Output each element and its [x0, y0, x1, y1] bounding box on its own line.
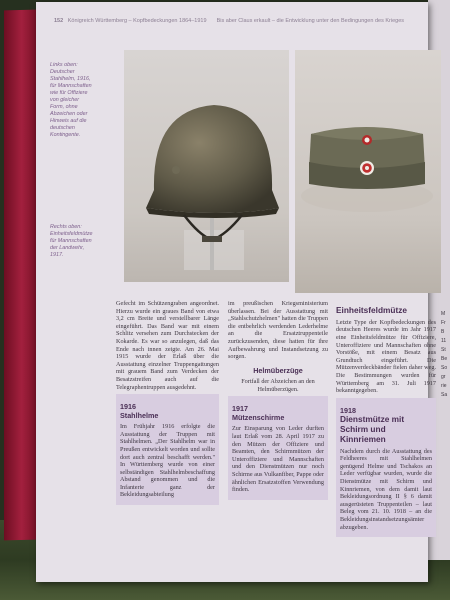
- text-column-2: [228, 300, 328, 500]
- header-right-text: Bis aber Claus erkault – die Entwicklung unter den Bedingungen des Krieges: [216, 18, 404, 24]
- running-header: [54, 18, 404, 24]
- fragment: B: [441, 329, 445, 335]
- paragraph: im preußischen Kriegsministerium überlassen. Bei der Ausstattung mit „Stahlschutzhelmen" hatten die Truppen die entbehrlich werdenden Lederhelme an die Ersatztruppenteile zurückzusenden, diese hatten für ihre Aufbewahrung und Instandsetzung zu sorgen.: [228, 300, 328, 361]
- fragment: St: [441, 347, 446, 353]
- page-number: 152: [54, 18, 64, 24]
- fragment: So: [441, 365, 448, 371]
- paragraph: Fortfall der Abzeichen an den Helmüberzügen.: [241, 378, 315, 393]
- section-muetzenschirme: [228, 396, 328, 499]
- section-stahlhelme: [116, 394, 219, 505]
- book-cover-edge: [4, 10, 36, 541]
- text-column-1: [116, 300, 219, 505]
- section-dienstmuetze: [336, 398, 436, 537]
- section-year: 1918: [340, 405, 356, 415]
- fragment: 11: [441, 338, 447, 344]
- fragment: Fr: [441, 320, 446, 326]
- text-column-3: [336, 300, 436, 537]
- fragment: rie: [441, 383, 447, 389]
- photo-steel-helmet: [124, 50, 289, 282]
- paragraph: Letzte Type der Kopfbedeckungen des deutschen Heeres wurde im Jahr 1917 eine Einheitsfeldmütze für Offiziere, Unteroffiziere und Mannschaften ohne Vorstöße, mit einem Besatz aus Grundtuch eingeführt. Die Mützenverdeckbänder fielen daher weg. Die Bestimmungen wurden für Württemberg am 31. Juli 1917 bekanntgegeben.: [336, 318, 436, 395]
- paragraph: Gefecht im Schützengraben angeordnet. Hierzu wurde ein graues Band von etwa 3,2 cm Breite und verstellbarer Länge eingeführt. Das Band war mit einem Schlitz versehen zum Durchstecken der Kokarde. Es war so anzulegen, daß das Ende nach innen zeigte. Am 26. Mai 1915 wurde der Erlaß über die Ausstattung einzelner Truppengattungen mit grauem Band zum Verdecken der Besatzstreifen auch auf die Telegraphentruppen ausgedehnt.: [116, 300, 219, 391]
- section-year: 1916: [120, 402, 136, 412]
- caption-helmet: Links oben: Deutscher Stahlhelm, 1916, für Mannschaften wie für Offiziere von gleicher Form, ohne Abzeichen oder Hinweis auf die deutschen Kontingente.: [50, 62, 92, 138]
- fragment: M: [441, 311, 446, 317]
- facing-page-fragments: [441, 310, 447, 400]
- caption-cap: Rechts oben: Einheitsfeldmütze für Mannschaften der Landwehr, 1917.: [50, 224, 93, 258]
- section-heading: Stahlhelme: [120, 410, 159, 420]
- section-year: 1917: [232, 404, 248, 414]
- book-page: [36, 2, 436, 582]
- paragraph: Im Frühjahr 1916 erfolgte die Ausstattung der Truppen mit Stahlhelmen. „Der Stahlhelm war in Preußen entwickelt worden und sollte dort auch zentral beschafft werden." In Württemberg wurde von einer selbständigen Stahlhelmbeschaffung Abstand genommen und die Infanterie ganz der Bekleidungsabteilung: [120, 423, 215, 499]
- section-heading: Helmüberzüge: [253, 365, 303, 375]
- section-heading: Einheitsfeldmütze: [336, 305, 407, 315]
- fragment: gr: [441, 374, 446, 380]
- paragraph: Zur Einsparung von Leder durften laut Erlaß vom 28. April 1917 zu den Mützen der Offiziere und Beamten, den Schirmmützen der Unteroffiziere und Mannschaften und den Dienstmützen nur noch Schirme aus Vulkanfiber, Pappe oder ähnlichen Ersatzstoffen Verwendung finden.: [232, 425, 324, 494]
- section-heading: Dienstmütze mit Schirm und Kinnriemen: [340, 414, 405, 444]
- fragment: Be: [441, 356, 448, 362]
- paragraph: Nachdem durch die Ausstattung des Feldheeres mit Stahlhelmen genügend Helme und Tschakos an Leder verfügbar wurden, wurde die Dienstmütze mit Schirm und Kinnriemen, von dem damit laut Bekleidungsordnung II § 6 damit ausgerüsteten Truppenteilen – laut Beleg vom 21. 10. 1918 – an die Bekleidungsinstandsetzungsämter abzugeben.: [340, 447, 432, 531]
- fragment: Sa: [441, 392, 448, 398]
- photo-field-cap: [295, 50, 441, 293]
- header-left-text: Königreich Württemberg – Kopfbedeckungen 1864–1919: [67, 18, 207, 24]
- section-heading: Mützenschirme: [232, 412, 285, 422]
